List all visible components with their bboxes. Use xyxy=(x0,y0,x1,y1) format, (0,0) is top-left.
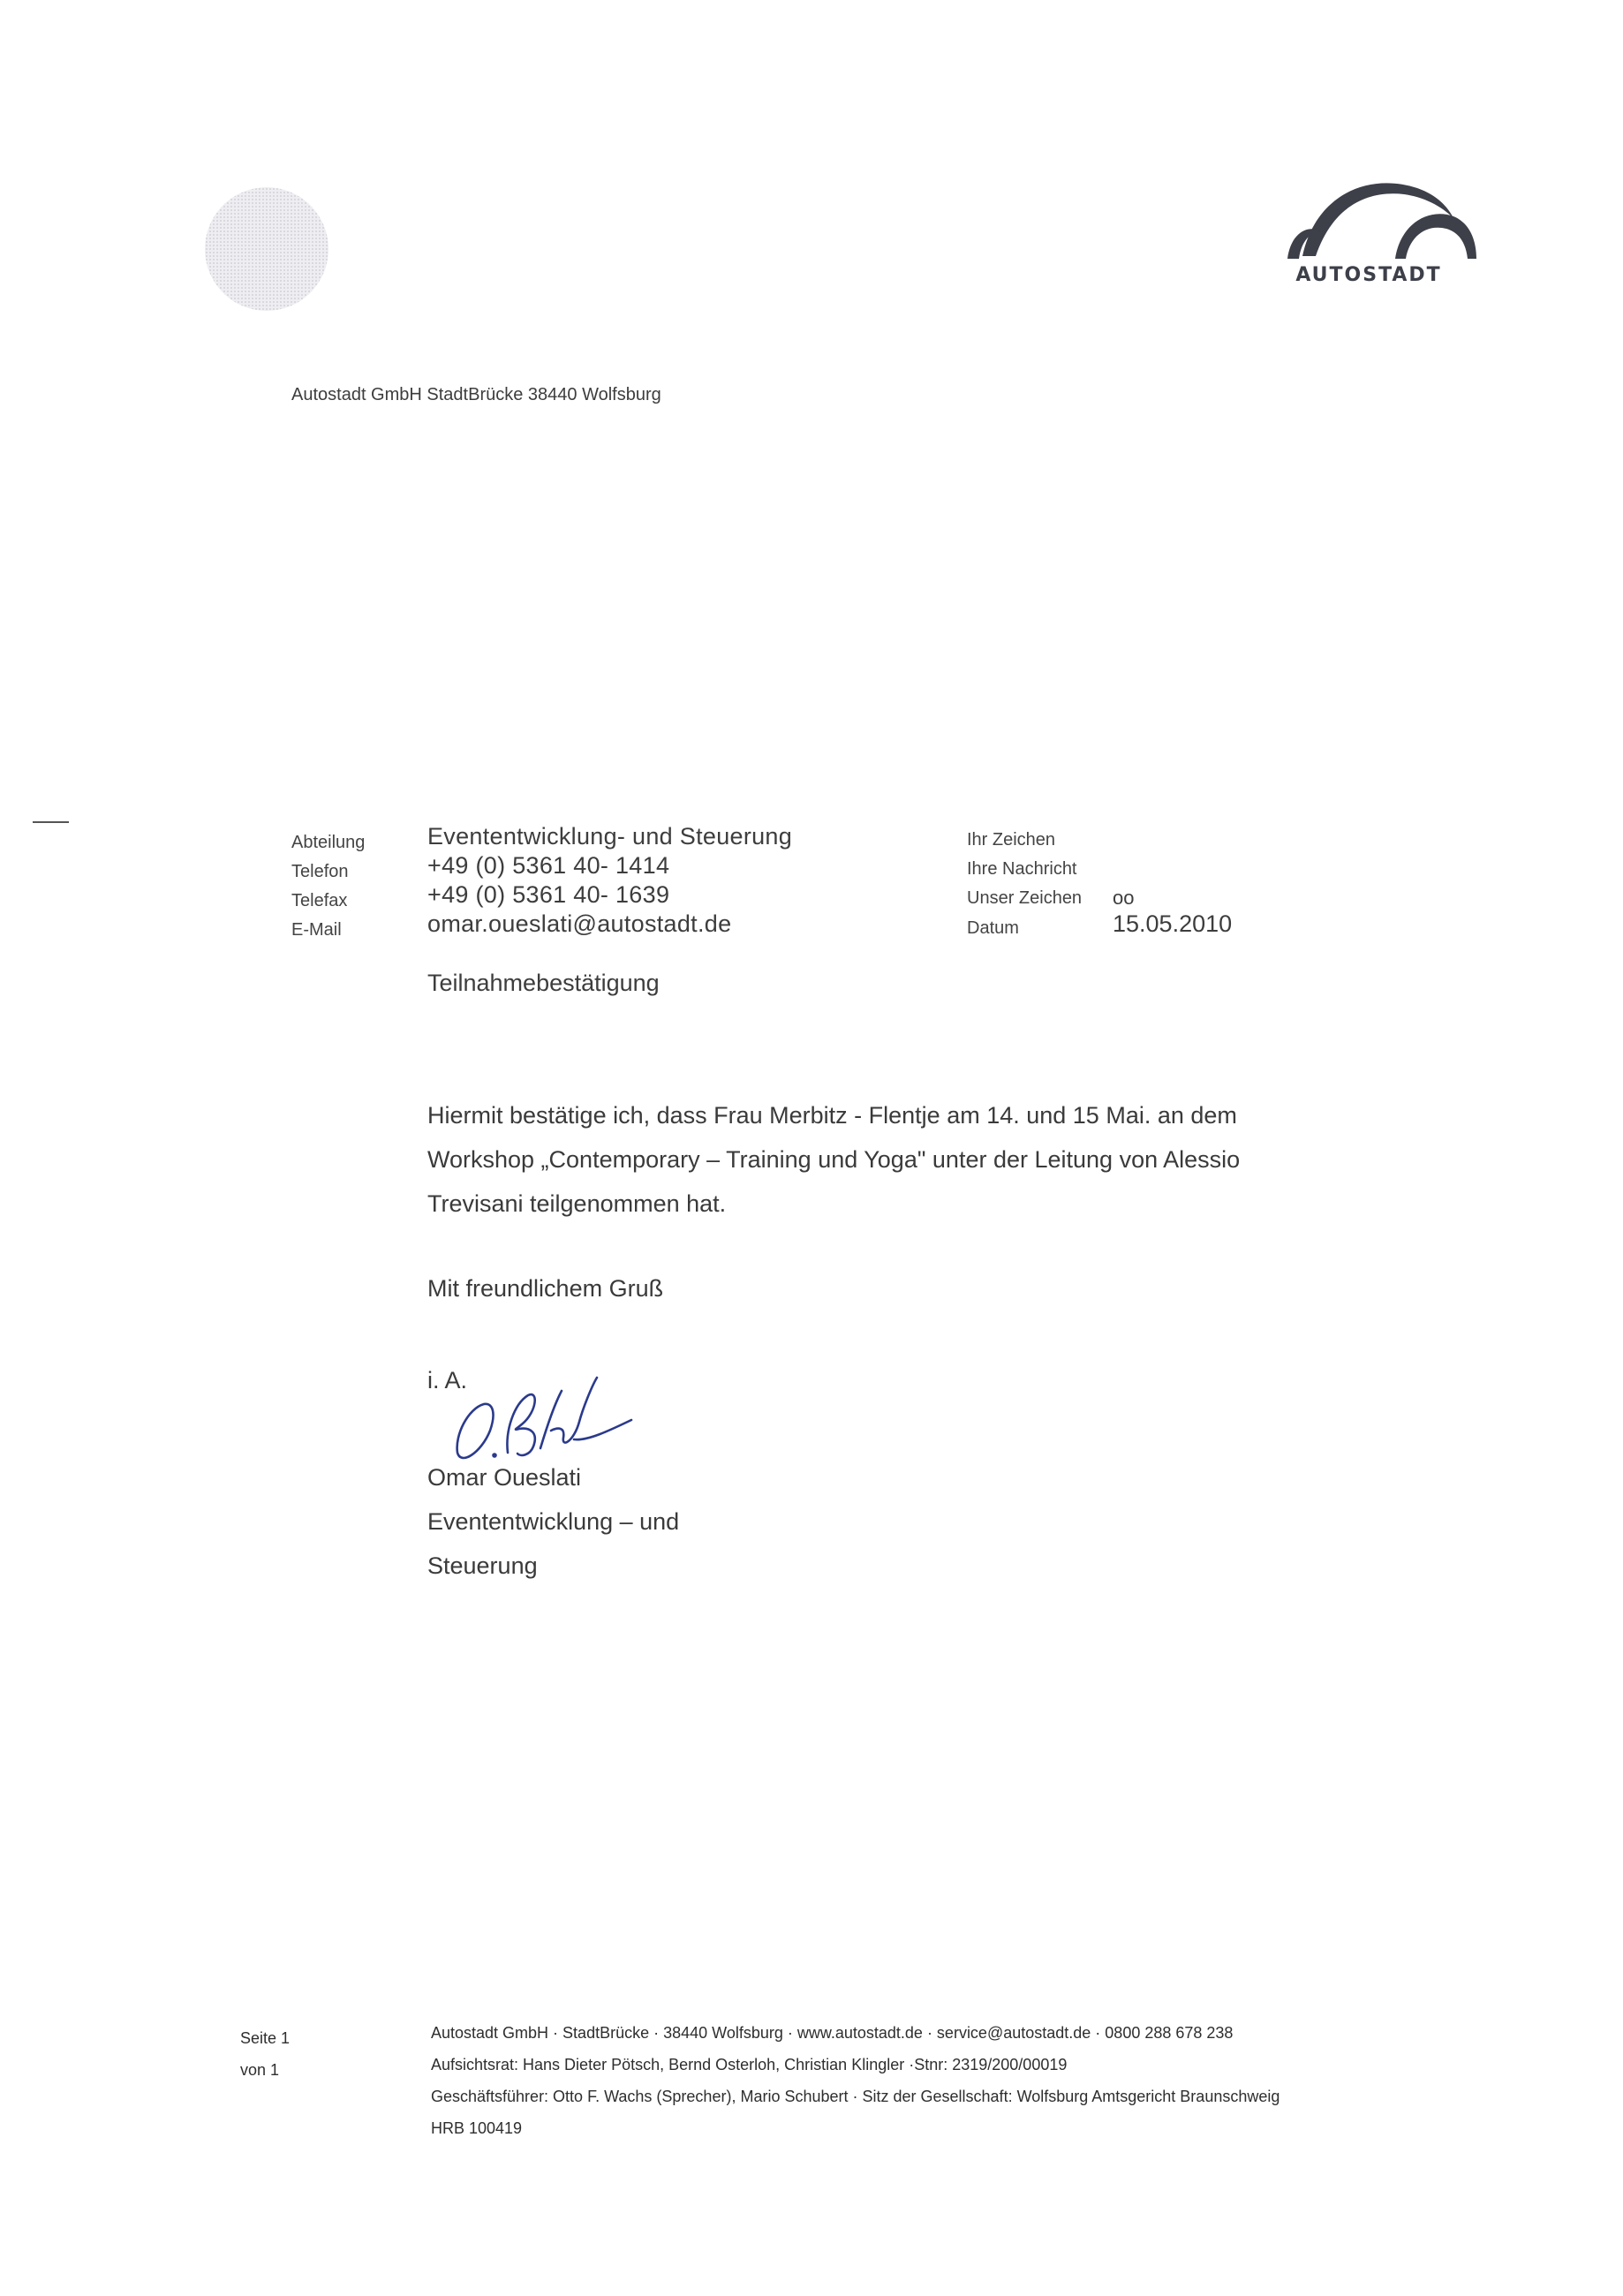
value-email: omar.oueslati@autostadt.de xyxy=(427,910,732,937)
letter-body xyxy=(427,1093,1346,1226)
label-ihr-zeichen: Ihr Zeichen xyxy=(967,830,1056,850)
letter-subject: Teilnahmebestätigung xyxy=(427,970,660,996)
footer-line: HRB 100419 xyxy=(431,2119,523,2137)
page-indicator xyxy=(240,2022,290,2086)
footer-line: Aufsichtsrat: Hans Dieter Pötsch, Bernd Osterloh, Christian Klingler ·Stnr: 2319/200/00019 xyxy=(431,2056,1068,2073)
body-line: Hiermit bestätige ich, dass Frau Merbitz - Flentje am 14. und 15 Mai. an dem xyxy=(427,1102,1237,1129)
arch-logo-icon xyxy=(1236,163,1501,261)
label-email: E-Mail xyxy=(291,920,342,940)
label-unser-zeichen: Unser Zeichen xyxy=(967,888,1083,908)
autostadt-logo xyxy=(1236,163,1501,296)
handwritten-signature xyxy=(442,1369,636,1466)
fold-mark xyxy=(33,821,69,823)
footer-line: Autostadt GmbH · StadtBrücke · 38440 Wolfsburg · www.autostadt.de · service@autostadt.de · 0800 288 678 238 xyxy=(431,2024,1234,2042)
sender-address-line: Autostadt GmbH StadtBrücke 38440 Wolfsburg xyxy=(291,385,661,404)
value-datum: 15.05.2010 xyxy=(1113,910,1233,937)
signer-title: Evententwicklung – und xyxy=(427,1508,680,1535)
body-line: Trevisani teilgenommen hat. xyxy=(427,1190,727,1217)
label-ihre-nachricht: Ihre Nachricht xyxy=(967,859,1077,879)
label-datum: Datum xyxy=(967,918,1019,938)
value-abteilung: Evententwicklung- und Steuerung xyxy=(427,823,793,850)
closing-greeting: Mit freundlichem Gruß xyxy=(427,1275,664,1302)
page-number: Seite 1 xyxy=(240,2029,291,2047)
page-count: von 1 xyxy=(240,2061,280,2079)
signer-block xyxy=(427,1455,679,1588)
value-telefax: +49 (0) 5361 40- 1639 xyxy=(427,881,670,908)
value-telefon: +49 (0) 5361 40- 1414 xyxy=(427,852,670,879)
signer-name: Omar Oueslati xyxy=(427,1464,582,1491)
body-line: Workshop „Contemporary – Training und Yoga" unter der Leitung von Alessio xyxy=(427,1146,1241,1173)
signer-title: Steuerung xyxy=(427,1552,538,1579)
value-unser-zeichen: oo xyxy=(1113,887,1135,909)
im-auftrag-label: i. A. xyxy=(427,1367,468,1393)
label-abteilung: Abteilung xyxy=(291,833,366,852)
hologram-circle xyxy=(205,187,328,311)
label-telefax: Telefax xyxy=(291,891,348,910)
label-telefon: Telefon xyxy=(291,862,349,881)
logo-wordmark: AUTOSTADT xyxy=(1295,264,1442,286)
footer-line: Geschäftsführer: Otto F. Wachs (Sprecher), Mario Schubert · Sitz der Gesellschaft: Wolfsburg Amtsgericht Braunschweig xyxy=(431,2088,1280,2105)
company-footer xyxy=(431,2017,1402,2144)
